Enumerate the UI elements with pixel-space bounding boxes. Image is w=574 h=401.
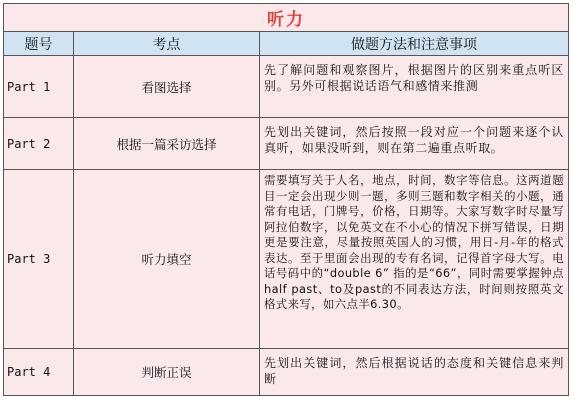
row-part: Part 3 bbox=[4, 170, 74, 348]
row-method: 先了解问题和观察图片，根据图片的区别来重点听区别。另外可根据说话语气和感情来推测 bbox=[264, 63, 564, 93]
table-row bbox=[4, 56, 568, 118]
table-row bbox=[4, 118, 568, 170]
row-point: 看图选择 bbox=[74, 56, 260, 117]
row-part: Part 1 bbox=[4, 56, 74, 117]
row-method: 先划出关键词，然后按照一段对应一个问题来逐个认真听，如果没听到，则在第二遍重点听取。 bbox=[264, 125, 564, 155]
row-part: Part 4 bbox=[4, 349, 74, 395]
table-row bbox=[4, 349, 568, 395]
header-test-point: 考点 bbox=[74, 32, 260, 55]
header-question-number: 题号 bbox=[4, 32, 74, 55]
row-point: 判断正误 bbox=[74, 349, 260, 395]
listening-table bbox=[3, 3, 569, 396]
row-method: 先划出关键词，然后根据说话的态度和关键信息来判断 bbox=[264, 356, 564, 386]
row-part: Part 2 bbox=[4, 118, 74, 169]
row-point: 根据一篇采访选择 bbox=[74, 118, 260, 169]
header-method-notes: 做题方法和注意事项 bbox=[351, 36, 477, 53]
table-row bbox=[4, 170, 568, 349]
row-point: 听力填空 bbox=[74, 170, 260, 348]
table-title: 听力 bbox=[4, 4, 568, 32]
row-method: 需要填写关于人名，地点，时间，数字等信息。这两道题目一定会出现少则一题，多则三题和数字相关的小题，通常有电话，门牌号，价格，日期等。大家写数字时尽量写阿拉伯数字，以免英文在不小心的情况下拼写错误，日期更是要注意，尽量按照英国人的习惯，用日-月-年的格式表达。至于里面会出现的专有名词，记得首字母大写。电话号码中的“double 6” 指的是“66”，同时需要掌握钟点half past、to及past的不同表达方法，时间则按照英文格式来写，如六点半6.30。 bbox=[264, 173, 564, 311]
table-header bbox=[4, 32, 568, 56]
